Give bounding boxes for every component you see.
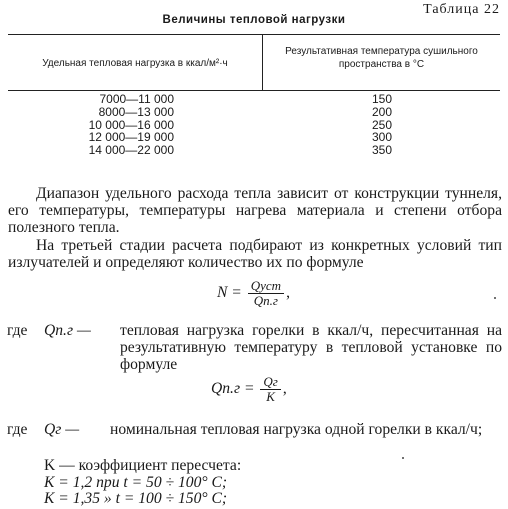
table-header-rule (8, 90, 500, 91)
coefficient-definition: K — коэффициент пересчета: (44, 457, 242, 474)
fraction-denominator: Qп.г (253, 293, 278, 308)
table-cell-temperature: 250 (372, 117, 393, 132)
formula-lhs: Qп.г = (211, 380, 255, 398)
paragraph-third-stage: На третьей стадии расчета подбирают из конкретных условий тип излучателей и определяют количество их по формуле (8, 237, 502, 271)
table-cell-load: 12 000—19 000 (88, 130, 174, 145)
column-header-temperature: Результативная температура сушильного пространства в °C (285, 46, 478, 70)
temperature-column (372, 93, 392, 157)
table-cell-temperature: 200 (372, 104, 393, 119)
table-top-rule (8, 34, 500, 35)
table-cell-load: 8000—13 000 (98, 104, 174, 119)
fraction-denominator: K (266, 389, 275, 404)
fraction (248, 279, 284, 308)
table-caption: Величины тепловой нагрузки (162, 14, 346, 26)
coefficient-value: K = 1,35 » t = 100 ÷ 150° С; (44, 490, 228, 507)
table-cell-load: 14 000—22 000 (88, 143, 174, 158)
table-cell-temperature: 350 (372, 143, 393, 158)
table-cell-load: 10 000—16 000 (88, 117, 174, 132)
fraction-numerator: Qг (260, 375, 280, 390)
fraction (260, 375, 280, 404)
table-number: Таблица 22 (423, 2, 500, 17)
definition-burner-load: тепловая нагрузка горелки в ккал/ч, пересчитанная на результативную температуру в тепловой установке по формуле (120, 322, 502, 373)
formula-emitter-count (217, 279, 290, 308)
speck (402, 457, 404, 459)
formula-lhs: N = (217, 284, 242, 302)
table-cell-load: 7000—11 000 (99, 92, 174, 106)
table-cell-temperature: 150 (372, 92, 393, 106)
paragraph-heat-consumption: Диапазон удельного расхода тепла зависит от конструкции туннеля, его температуры, температуры нагрева материала и степени отбора полезного тепла. (8, 185, 502, 236)
definition-nominal-load: номинальная тепловая нагрузка одной горелки в ккал/ч; (110, 421, 483, 438)
where-label: где (7, 322, 28, 339)
column-header-load: Удельная тепловая нагрузка в ккал/м²·ч (42, 58, 228, 69)
formula-burner-load (211, 375, 287, 404)
formula-tail: , (282, 380, 287, 398)
speck (494, 297, 496, 299)
table-cell-temperature: 300 (372, 130, 393, 145)
fraction-numerator: Qуст (248, 279, 284, 294)
definition-symbol: Qп.г — (44, 322, 91, 339)
formula-tail: , (286, 284, 290, 302)
load-column (89, 93, 174, 157)
where-label: где (7, 421, 28, 438)
definition-symbol: Qг — (44, 421, 80, 438)
coefficient-value: K = 1,2 при t = 50 ÷ 100° С; (44, 474, 228, 491)
